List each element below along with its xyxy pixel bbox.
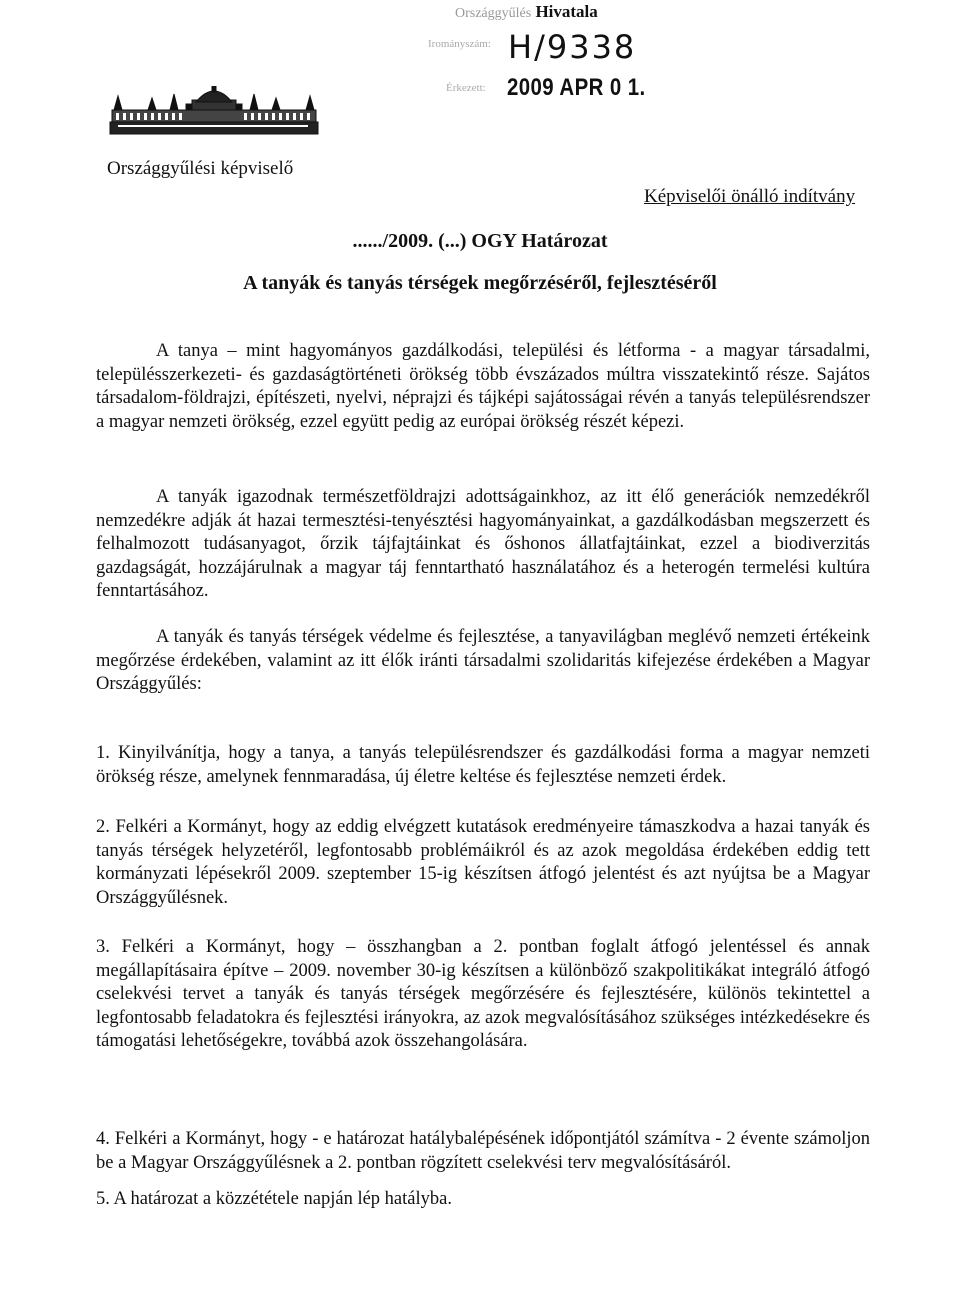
resolution-item: 2. Felkéri a Kormányt, hogy az eddig elvégzett kutatások eredményeire támaszkodva a hazai tanyák és tanyás térségek helyzetéről, legfontosabb problémáikról és az azok megoldása érdekében eddig tett kormányzati lépésekről 2009. szeptember 15-ig készítsen átfogó jelentést és azt nyújtsa be a Magyar Országgyűlésnek.	[96, 817, 870, 908]
stamp-office-word: Hivatala	[535, 2, 598, 21]
stamp-register-number: H/9338	[508, 28, 637, 66]
resolution-item: 4. Felkéri a Kormányt, hogy - e határozat hatálybalépésének időpontjától számítva - 2 évente számoljon be a Magyar Országgyűlésnek a 2. pontban rögzített cselekvési terv megvalósításáról.	[96, 1129, 870, 1173]
parliament-logo	[108, 86, 320, 136]
resolution-item: 5. A határozat a közzététele napján lép hatályba.	[96, 1189, 452, 1209]
resolution-item: 3. Felkéri a Kormányt, hogy – összhangban a 2. pontban foglalt átfogó jelentéssel és annak megállapításaira építve – 2009. november 30-ig készítsen a különböző szakpolitikákat integráló átfogó cselekvési tervet a tanyák és tanyás térségek megőrzésére és fejlesztésére, különös tekintettel a legfontosabb feladatokra és fejlesztési irányokra, az azok megvalósításához szükséges intézkedésekre és támogatási lehetőségekre, továbbá azok összehangolására.	[96, 937, 870, 1051]
resolution-number: ....../2009. (...) OGY Határozat	[352, 230, 608, 252]
preamble-paragraph: A tanyák és tanyás térségek védelme és fejlesztése, a tanyavilágban meglévő nemzeti értékeink megőrzése érdekében, valamint az itt élők iránti társadalmi szolidaritás kifejezése érdekében a Magyar Országgyűlés:	[96, 627, 870, 694]
stamp-received-label: Érkezett:	[446, 82, 486, 94]
motion-type: Képviselői önálló indítvány	[644, 186, 856, 207]
document-title: A tanyák és tanyás térségek megőrzéséről, fejlesztéséről	[243, 272, 717, 294]
stamp-register-label: Irományszám:	[428, 38, 491, 50]
mp-label: Országgyűlési képviselő	[107, 158, 294, 179]
stamp-office-line	[455, 2, 598, 22]
resolution-item: 1. Kinyilvánítja, hogy a tanya, a tanyás településrendszer és gazdálkodási forma a magyar nemzeti örökség része, amelynek fennmaradása, új életre keltése és fejlesztése nemzeti érdek.	[96, 743, 870, 787]
stamp-office-prefix: Országgyűlés	[455, 6, 532, 21]
preamble-paragraph: A tanya – mint hagyományos gazdálkodási, települési és létforma - a magyar társadalmi, településszerkezeti- és gazdaságtörténeti örökség több évszázados múltra visszatekintő része. Sajátos társadalom-földrajzi, építészeti, nyelvi, néprajzi és tájképi sajátosságai révén a tanyás településrendszer a magyar nemzeti örökség, ezzel együtt pedig az európai örökség részét képezi.	[96, 341, 870, 432]
preamble-paragraph: A tanyák igazodnak természetföldrajzi adottságainkhoz, az itt élő generációk nemzedékről nemzedékre adják át hazai termesztési-tenyésztési hagyományainkat, a gazdálkodásban megszerzett és felhalmozott tudásanyagot, őrzik tájfajtáinkat és őshonos állatfajtáinkat, ezzel a biodiverzitás gazdagságát, hozzájárulnak a magyar táj fenntartható használatához és a heterogén termelési kultúra fenntartásához.	[96, 487, 870, 601]
stamp-date: 2009 APR 0 1.	[507, 74, 646, 101]
